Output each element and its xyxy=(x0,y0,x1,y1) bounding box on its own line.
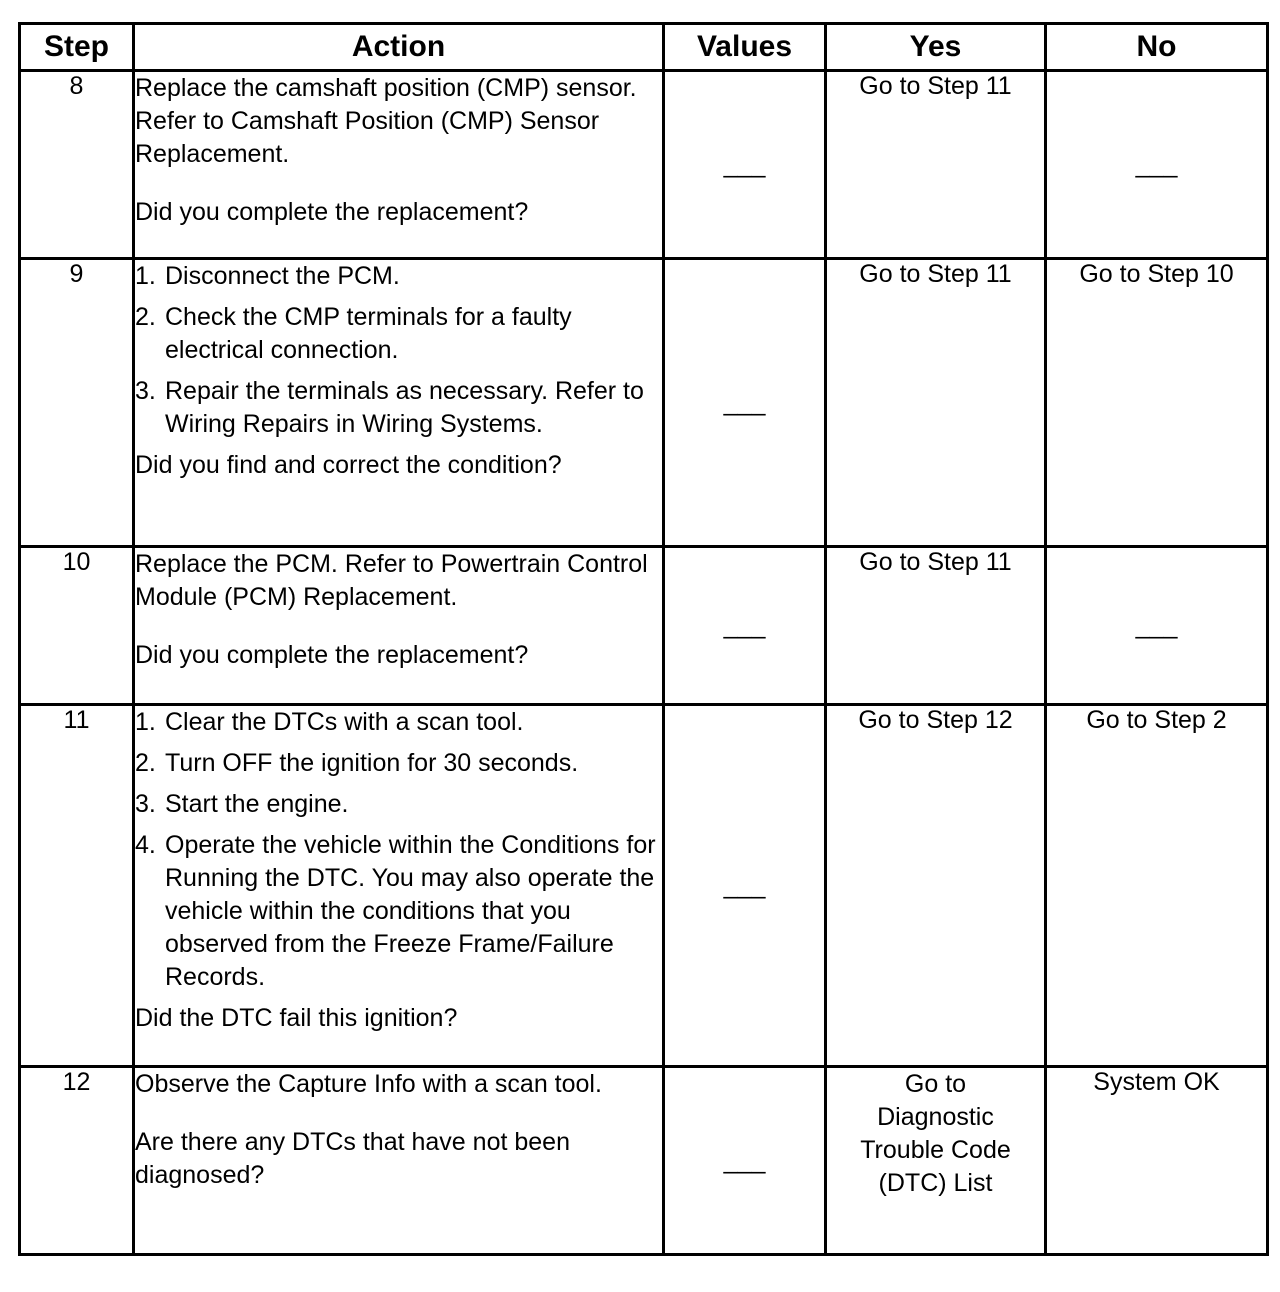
no-cell xyxy=(1046,705,1268,1067)
action-text: Observe the Capture Info with a scan tool. xyxy=(135,1070,602,1098)
yes-line: Go to xyxy=(904,1070,967,1098)
yes-cell xyxy=(826,259,1046,547)
values-cell xyxy=(664,1067,826,1255)
no-text: ___ xyxy=(1135,611,1178,639)
table-row xyxy=(20,1067,1268,1255)
values-text: ___ xyxy=(723,1146,766,1174)
action-question: Did you complete the replacement? xyxy=(135,641,529,669)
values-cell xyxy=(664,259,826,547)
action-question: Did you complete the replacement? xyxy=(135,198,529,226)
no-cell xyxy=(1046,71,1268,259)
no-text: System OK xyxy=(1093,1068,1220,1096)
action-step-item: 2. Turn OFF the ignition for 30 seconds. xyxy=(135,749,579,777)
yes-text: Go to Step 11 xyxy=(859,548,1012,576)
yes-line: (DTC) List xyxy=(878,1169,993,1197)
action-step-item: 3. Repair the terminals as necessary. Refer to Wiring Repairs in Wiring Systems. xyxy=(135,377,644,438)
values-text: ___ xyxy=(723,871,766,899)
step-number: 12 xyxy=(20,1067,134,1255)
yes-cell xyxy=(826,71,1046,259)
action-step-item: 4. Operate the vehicle within the Conditions for Running the DTC. You may also operate the vehicle within the conditions that you observed from the Freeze Frame/Failure Records. xyxy=(135,831,656,991)
action-step-item: 2. Check the CMP terminals for a faulty electrical connection. xyxy=(135,303,572,364)
yes-text xyxy=(827,1068,1044,1222)
yes-text: Go to Step 11 xyxy=(859,260,1012,288)
no-cell xyxy=(1046,259,1268,547)
table-row xyxy=(20,71,1268,259)
yes-text: Go to Step 12 xyxy=(858,706,1013,734)
action-cell xyxy=(134,259,664,547)
action-step-item: 1. Clear the DTCs with a scan tool. xyxy=(135,708,524,736)
values-cell xyxy=(664,71,826,259)
action-cell xyxy=(134,71,664,259)
diagnostic-table xyxy=(18,22,1269,1256)
action-steps xyxy=(135,260,662,441)
yes-text: Go to Step 11 xyxy=(859,72,1012,100)
table-row xyxy=(20,547,1268,705)
table-row xyxy=(20,705,1268,1067)
no-text: Go to Step 2 xyxy=(1086,706,1227,734)
action-step-item: 1. Disconnect the PCM. xyxy=(135,262,400,290)
action-question: Did you find and correct the condition? xyxy=(135,451,562,479)
no-text: Go to Step 10 xyxy=(1079,260,1234,288)
step-number: 8 xyxy=(20,71,134,259)
no-text: ___ xyxy=(1135,150,1178,178)
step-number: 9 xyxy=(20,259,134,547)
header-row xyxy=(20,24,1268,71)
values-cell xyxy=(664,547,826,705)
yes-line: Diagnostic xyxy=(877,1103,994,1131)
table-row xyxy=(20,259,1268,547)
action-cell xyxy=(134,705,664,1067)
no-cell xyxy=(1046,547,1268,705)
yes-cell xyxy=(826,547,1046,705)
step-number: 10 xyxy=(20,547,134,705)
action-question: Are there any DTCs that have not been diagnosed? xyxy=(135,1128,570,1189)
action-step-item: 3. Start the engine. xyxy=(135,790,349,818)
yes-cell xyxy=(826,1067,1046,1255)
action-cell xyxy=(134,547,664,705)
values-text: ___ xyxy=(723,388,766,416)
action-text: Replace the PCM. Refer to Powertrain Control Module (PCM) Replacement. xyxy=(135,550,648,611)
header-values: Values xyxy=(664,24,826,71)
values-cell xyxy=(664,705,826,1067)
step-number: 11 xyxy=(20,705,134,1067)
values-text: ___ xyxy=(723,611,766,639)
header-yes: Yes xyxy=(826,24,1046,71)
yes-line: Trouble Code xyxy=(860,1136,1011,1164)
header-step: Step xyxy=(20,24,134,71)
values-text: ___ xyxy=(723,150,766,178)
action-text: Replace the camshaft position (CMP) sensor. Refer to Camshaft Position (CMP) Sensor Replacement. xyxy=(135,74,637,168)
action-steps xyxy=(135,706,662,994)
action-question: Did the DTC fail this ignition? xyxy=(135,1004,458,1032)
header-no: No xyxy=(1046,24,1268,71)
no-cell xyxy=(1046,1067,1268,1255)
header-action: Action xyxy=(134,24,664,71)
yes-cell xyxy=(826,705,1046,1067)
action-cell xyxy=(134,1067,664,1255)
